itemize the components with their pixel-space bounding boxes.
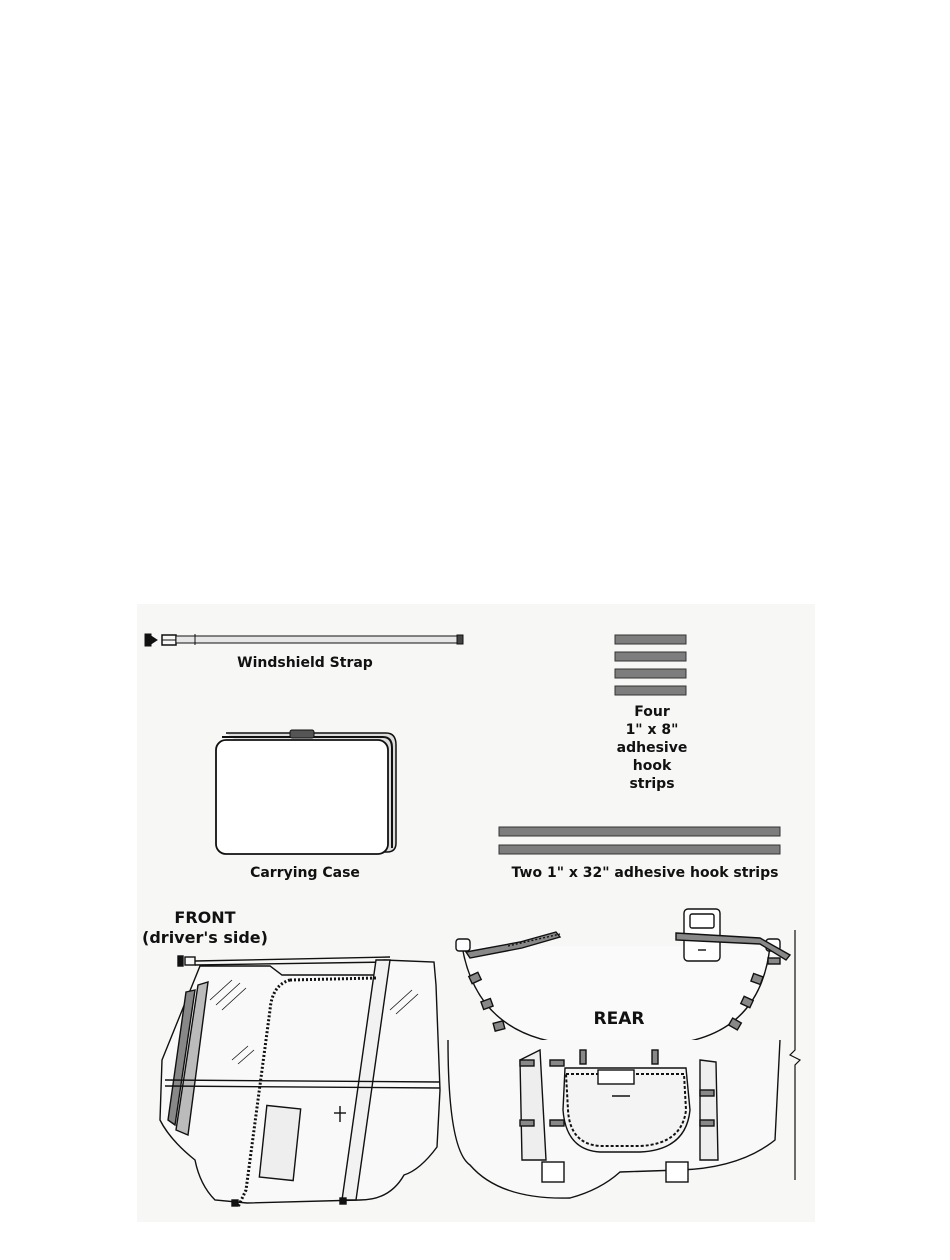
short-strips-label-line: adhesive	[616, 740, 688, 756]
short-strips-label	[590, 703, 714, 793]
short-strips-label-line: Four	[634, 704, 670, 720]
short-strips-illustration	[615, 635, 686, 695]
rear-label: REAR	[593, 1009, 645, 1029]
windshield-strap-illustration	[145, 634, 463, 646]
front-label-subtitle: (driver's side)	[142, 928, 268, 947]
front-label-title: FRONT	[174, 908, 236, 927]
short-strips-label-line: strips	[629, 776, 675, 792]
short-strips-label-line: 1" x 8"	[625, 722, 679, 738]
carrying-case-illustration	[216, 730, 396, 854]
cover-rear-illustration	[448, 909, 790, 1198]
long-strips-illustration	[499, 827, 780, 854]
long-strips-label: Two 1" x 32" adhesive hook strips	[511, 865, 779, 881]
short-strips-label-line: hook	[632, 758, 672, 774]
front-label	[140, 908, 270, 948]
cover-front-illustration	[160, 956, 440, 1207]
break-line	[790, 930, 800, 1180]
carrying-case-label: Carrying Case	[250, 865, 360, 881]
windshield-strap-label: Windshield Strap	[237, 655, 373, 671]
